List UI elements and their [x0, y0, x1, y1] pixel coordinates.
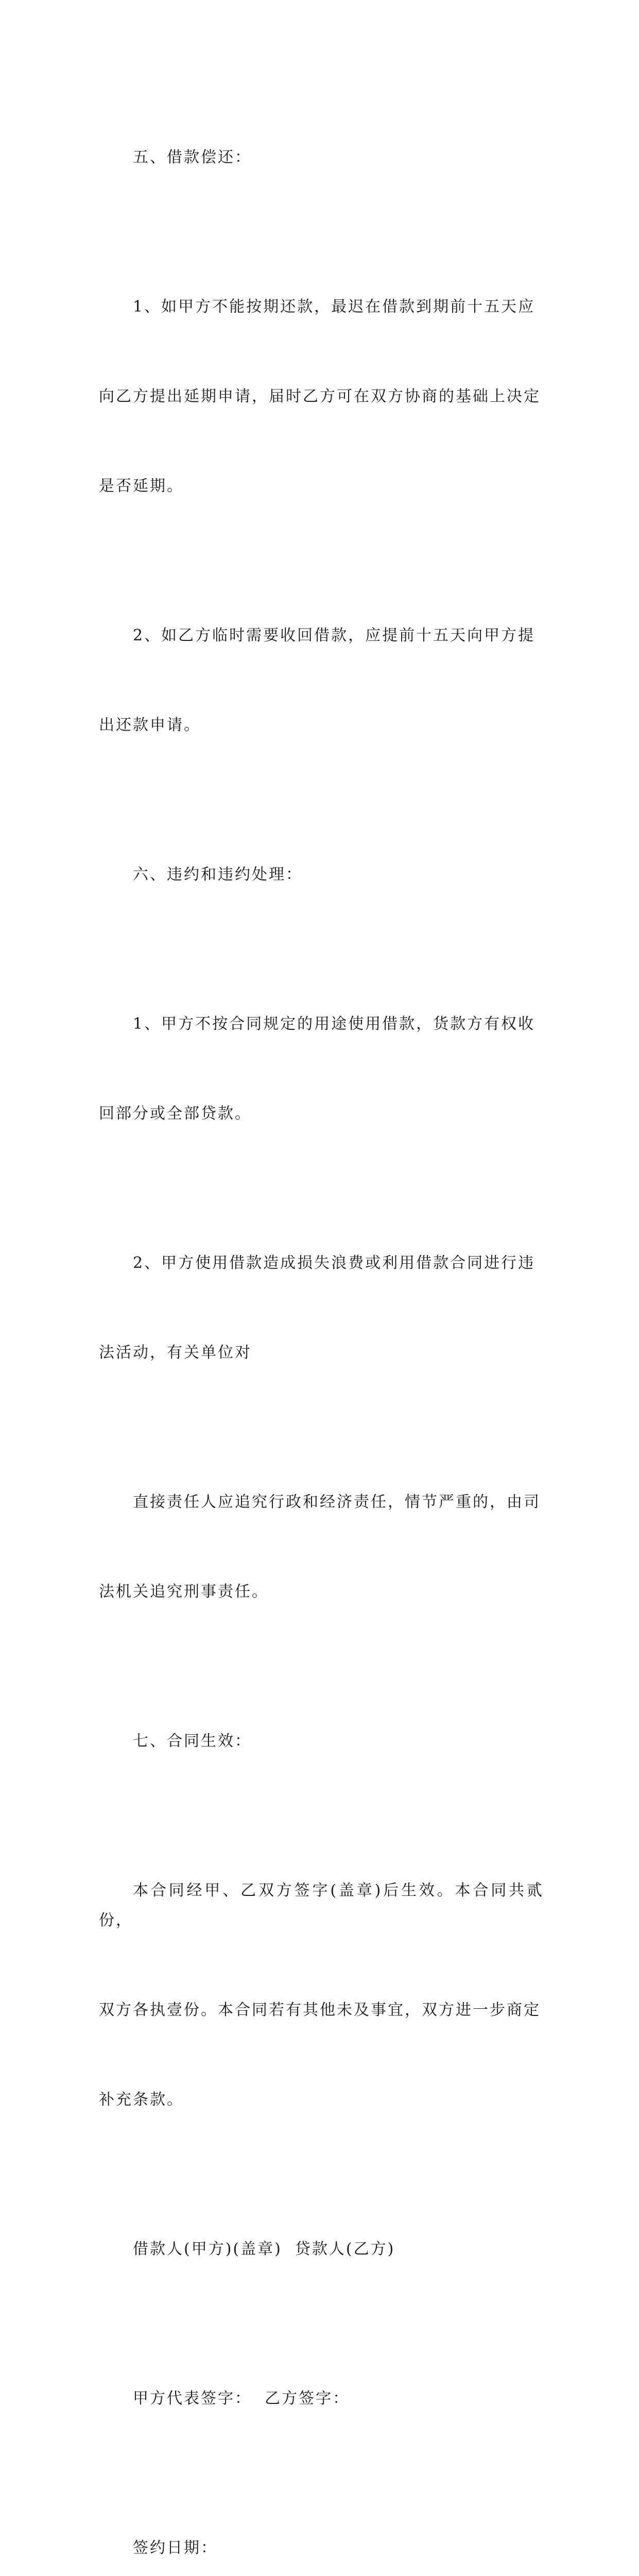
paragraph-liability: [99, 1428, 544, 1667]
text-line: 法活动，有关单位对: [99, 1344, 252, 1362]
text-line: 双方各执壹份。本合同若有其他未及事宜，双方进一步商定: [99, 2001, 541, 2019]
text-line: 向乙方提出延期申请，届时乙方可在双方协商的基础上决定: [99, 387, 541, 405]
paragraph-early-recall: [99, 561, 544, 800]
text-line: 六、违约和违约处理：: [133, 866, 303, 884]
text-line: 法机关追究刑事责任。: [99, 1583, 269, 1601]
text-line: 1、甲方不按合同规定的用途使用借款，货款方有权收: [133, 1015, 536, 1033]
text-line: 七、合同生效：: [133, 1732, 252, 1750]
text-line: 本合同经甲、乙双方签字(盖章)后生效。本合同共贰份，: [99, 1882, 544, 1929]
text-line: 直接责任人应追究行政和经济责任，情节严重的，由司: [133, 1493, 541, 1511]
text-line: 出还款申请。: [99, 716, 201, 734]
signature-parties-line: [99, 2175, 544, 2324]
text-line: 甲方代表签字： 乙方签字：: [133, 2389, 350, 2408]
paragraph-illegal-use: [99, 1189, 544, 1428]
signing-date-line: [99, 2473, 544, 2576]
text-line: 2、甲方使用借款造成损失浪费或利用借款合同进行违: [133, 1254, 536, 1272]
paragraph-misuse: [99, 950, 544, 1189]
text-line: 是否延期。: [99, 477, 184, 495]
text-line: 回部分或全部贷款。: [99, 1105, 252, 1123]
text-line: 1、如甲方不能按期还款，最迟在借款到期前十五天应: [133, 298, 536, 316]
signature-representatives-line: [99, 2324, 544, 2473]
document-body: [99, 83, 544, 2576]
text-line: 2、如乙方临时需要收回借款，应提前十五天向甲方提: [133, 626, 536, 645]
text-line: 签约日期：: [133, 2539, 218, 2557]
paragraph-effectiveness: [99, 1816, 544, 2175]
paragraph-repayment-extension: [99, 232, 544, 561]
text-line: 补充条款。: [99, 2091, 184, 2109]
text-line: 借款人(甲方)(盖章) 贷款人(乙方): [133, 2240, 395, 2258]
text-line: 五、借款偿还：: [133, 148, 252, 166]
section-heading-repayment: [99, 83, 544, 232]
section-heading-effectiveness: [99, 1667, 544, 1816]
section-heading-breach: [99, 800, 544, 950]
